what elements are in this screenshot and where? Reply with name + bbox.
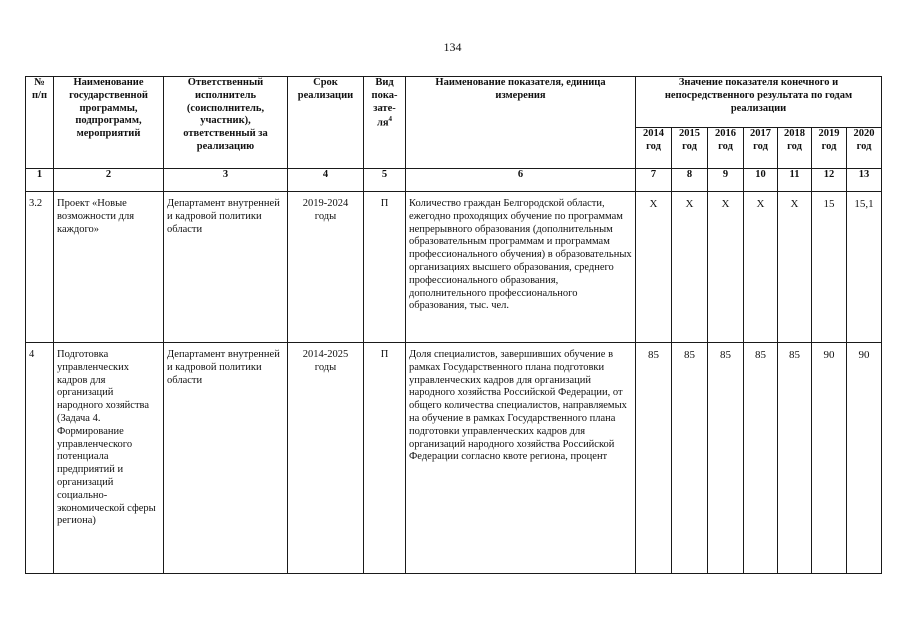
row-value: 15,1 [847,192,882,343]
header-no: № п/п [26,77,54,169]
column-number: 5 [364,169,406,192]
column-number: 2 [54,169,164,192]
column-number: 3 [164,169,288,192]
row-value: 90 [847,343,882,574]
row-value: Х [744,192,778,343]
column-number: 1 [26,169,54,192]
row-value: 85 [672,343,708,574]
row-value: Х [708,192,744,343]
header-row [26,77,882,128]
row-value: 15 [812,192,847,343]
header-executor: Ответственный исполнитель (соисполнитель, участник), ответственный за реализацию [164,77,288,169]
row-number: 4 [26,343,54,574]
column-number: 8 [672,169,708,192]
row-value: Х [636,192,672,343]
header-indicator: Наименование показателя, единица измерения [406,77,636,169]
row-term: 2019-2024 годы [288,192,364,343]
row-value: 85 [744,343,778,574]
column-number: 6 [406,169,636,192]
table-row [26,192,882,343]
row-name: Подготовка управленческих кадров для организаций народного хозяйства (Задача 4. Формирование управленческого потенциала предприятий и организаций социально-экономической сферы региона) [54,343,164,574]
column-number: 4 [288,169,364,192]
row-value: 85 [636,343,672,574]
row-executor: Департамент внутренней и кадровой политики области [164,343,288,574]
header-year: 2017 год [744,128,778,169]
row-name: Проект «Новые возможности для каждого» [54,192,164,343]
column-number: 11 [778,169,812,192]
page-number: 134 [443,40,462,54]
header-year: 2015 год [672,128,708,169]
row-term: 2014-2025 годы [288,343,364,574]
table-row [26,343,882,574]
header-year: 2020 год [847,128,882,169]
header-year: 2016 год [708,128,744,169]
column-number: 7 [636,169,672,192]
header-type [364,77,406,169]
header-year: 2018 год [778,128,812,169]
row-executor: Департамент внутренней и кадровой политики области [164,192,288,343]
column-numbers-row [26,169,882,192]
row-type: П [364,192,406,343]
column-number: 9 [708,169,744,192]
row-indicator: Количество граждан Белгородской области, ежегодно проходящих обучение по программам непрерывного образования (дополнительным образовательным программам и программам профессионального обучения) в образовательных организациях высшего образования, среднего профессионального образования, дополнительного профессионального образования, тыс. чел. [406,192,636,343]
row-type: П [364,343,406,574]
header-type-footnote: 4 [388,115,393,124]
row-number: 3.2 [26,192,54,343]
row-value: Х [778,192,812,343]
header-type-label: Вид пока-зате-ля [371,77,398,129]
header-year: 2014 год [636,128,672,169]
row-value: Х [672,192,708,343]
header-name: Наименование государственной программы, подпрограмм, мероприятий [54,77,164,169]
column-number: 10 [744,169,778,192]
row-value: 90 [812,343,847,574]
header-year: 2019 год [812,128,847,169]
row-indicator: Доля специалистов, завершивших обучение в рамках Государственного плана подготовки управленческих кадров для организаций народного хозяйства Российской Федерации, от общего количества специалистов, направляемых на обучение в рамках Государственного плана подготовки управленческих кадров для организаций народного хозяйства Российской Федерации согласно квоте региона, процент [406,343,636,574]
column-number: 13 [847,169,882,192]
indicator-table [25,76,882,574]
row-value: 85 [708,343,744,574]
row-value: 85 [778,343,812,574]
header-values: Значение показателя конечного и непосредственного результата по годам реализации [636,77,882,128]
header-term: Срок реализации [288,77,364,169]
column-number: 12 [812,169,847,192]
